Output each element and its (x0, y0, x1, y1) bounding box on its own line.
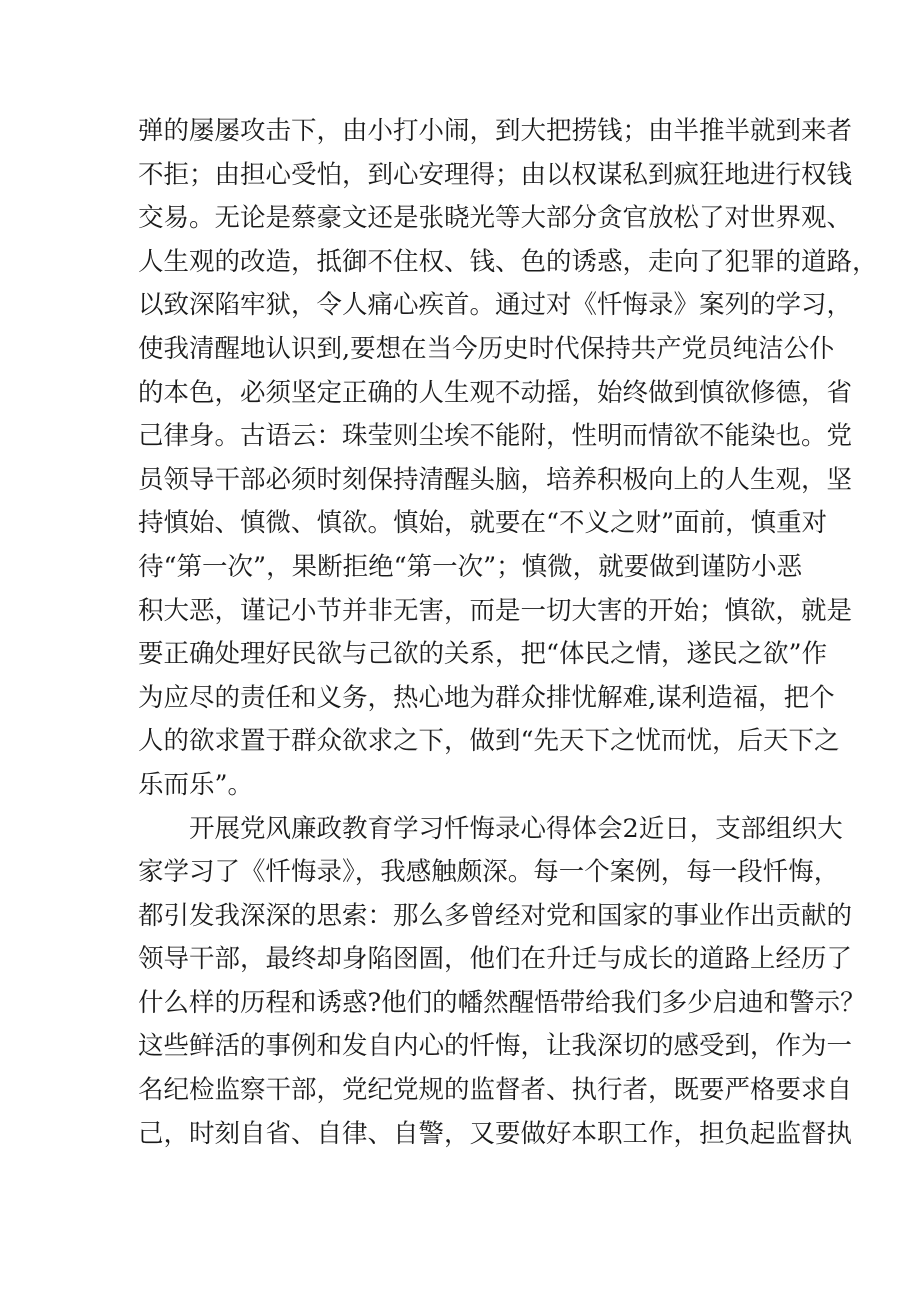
text-line: 为应尽的责任和义务，热心地为群众排忧解难,谋利造福，把个 (138, 682, 835, 713)
text-line: 不拒；由担心受怕，到心安理得；由以权谋私到疯狂地进行权钱 (138, 159, 853, 190)
text-line: 以致深陷牢狱，令人痛心疾首。通过对《忏悔录》案列的学习， (138, 290, 853, 321)
paragraph-1 (138, 110, 878, 808)
text-line: 己律身。古语云：珠莹则尘埃不能附，性明而情欲不能染也。党 (138, 421, 853, 452)
text-line: 弹的屡屡攻击下，由小打小闹，到大把捞钱；由半推半就到来者 (138, 116, 853, 146)
text-line: 要正确处理好民欲与己欲的关系，把“体民之情，遂民之欲”作 (138, 639, 828, 670)
text-line: 持慎始、慎微、慎欲。慎始，就要在“不义之财”面前，慎重对 (138, 508, 828, 539)
text-line: 人的欲求置于群众欲求之下，做到“先天下之忧而忧，后天下之 (138, 726, 840, 757)
text-line: 开展党风廉政教育学习忏悔录心得体会2近日，支部组织大 (189, 813, 843, 844)
text-line: 乐而乐”。 (138, 769, 254, 800)
text-line: 积大恶，谨记小节并非无害，而是一切大害的开始；慎欲，就是 (138, 595, 853, 626)
text-line: 待“第一次”，果断拒绝“第一次”；慎微，就要做到谨防小恶 (138, 551, 803, 582)
text-line: 交易。无论是蔡豪文还是张晓光等大部分贪官放松了对世界观、 (138, 203, 853, 234)
text-line: 己，时刻自省、自律、自警，又要做好本职工作，担负起监督执 (138, 1118, 853, 1149)
text-line: 领导干部，最终却身陷囹圄，他们在升迁与成长的道路上经历了 (138, 944, 853, 975)
text-line: 都引发我深深的思索：那么多曾经对党和国家的事业作出贡献的 (138, 900, 853, 931)
text-line: 这些鲜活的事例和发自内心的忏悔，让我深切的感受到，作为一 (138, 1031, 853, 1062)
text-line: 员领导干部必须时刻保持清醒头脑，培养积极向上的人生观，坚 (138, 464, 853, 495)
text-line: 什么样的历程和诱惑?他们的幡然醒悟带给我们多少启迪和警示？ (138, 987, 866, 1018)
text-line: 的本色，必须坚定正确的人生观不动摇，始终做到慎欲修德，省 (138, 377, 853, 408)
text-line: 名纪检监察干部，党纪党规的监督者、执行者，既要严格要求自 (138, 1075, 853, 1106)
paragraph-2 (138, 808, 866, 1157)
text-line: 家学习了《忏悔录》，我感触颇深。每一个案例，每一段忏悔， (138, 857, 840, 888)
text-line: 人生观的改造，抵御不住权、钱、色的诱惑，走向了犯罪的道路， (138, 246, 878, 277)
text-line: 使我清醒地认识到,要想在当今历史时代保持共产党员纯洁公仆 (138, 333, 835, 364)
document-body (138, 110, 878, 1156)
